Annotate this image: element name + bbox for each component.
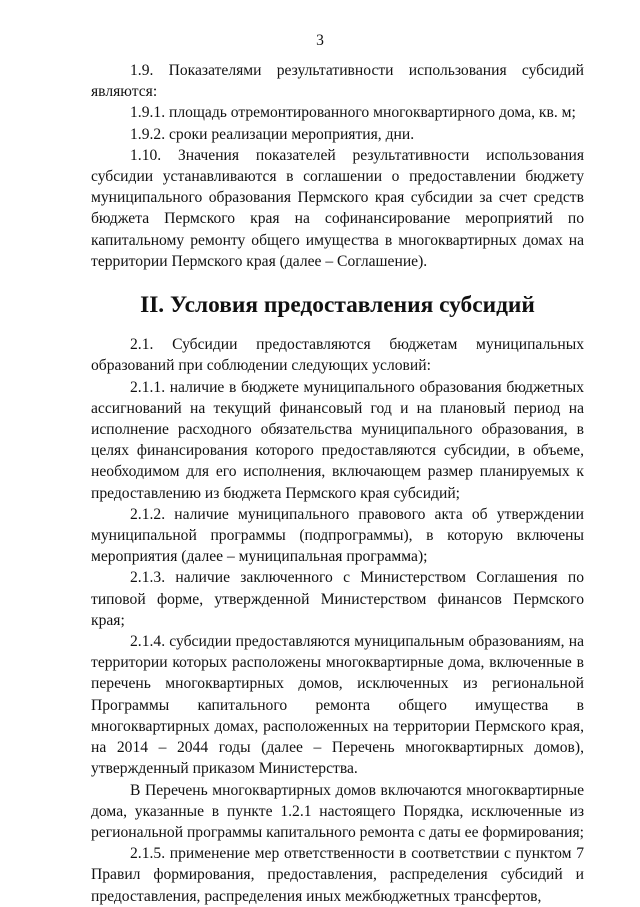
paragraph-2-1: 2.1. Субсидии предоставляются бюджетам муниципальных образований при соблюдении следующих условий:: [91, 336, 584, 375]
document-body: [91, 60, 584, 907]
page-number: 3: [316, 32, 324, 49]
paragraph-1-10: 1.10. Значения показателей результативности использования субсидии устанавливаются в соглашении о предоставлении бюджету муниципального образования Пермского края субсидии за счет средств бюджета Пермского края на софинансирование мероприятий по капитальному ремонту общего имущества в многоквартирных домах на территории Пермского края (далее – Соглашение).: [91, 146, 584, 270]
section-heading: II. Условия предоставления субсидий: [140, 292, 535, 319]
paragraph-2-1-4-continued: В Перечень многоквартирных домов включаются многоквартирные дома, указанные в пункте 1.2.1 настоящего Порядка, исключенные из региональной программы капитального ремонта с даты ее формирования;: [91, 781, 584, 841]
paragraph-2-1-2: 2.1.2. наличие муниципального правового акта об утверждении муниципальной программы (подпрограммы), в которую включены мероприятия (далее – муниципальная программа);: [91, 505, 584, 566]
paragraph-1-9: 1.9. Показателями результативности использования субсидий являются:: [91, 62, 584, 101]
paragraph-1-9-1: 1.9.1. площадь отремонтированного многоквартирного дома, кв. м;: [130, 104, 576, 122]
paragraph-2-1-5: 2.1.5. применение мер ответственности в соответствии с пунктом 7 Правил формирования, предоставления, распределения субсидий и предоставления, распределения иных межбюджетных трансфертов,: [91, 845, 584, 905]
paragraph-2-1-4: 2.1.4. субсидии предоставляются муниципальным образованиям, на территории которых расположены многоквартирные дома, включенные в перечень многоквартирных домов, исключенных из региональной Программы капитального ремонта общего имущества в многоквартирных домах, расположенных на территории Пермского края, на 2014 – 2044 годы (далее – Перечень многоквартирных домов), утвержденный приказом Министерства.: [91, 633, 584, 778]
paragraph-1-9-2: 1.9.2. сроки реализации мероприятия, дни.: [130, 125, 415, 143]
paragraph-2-1-1: 2.1.1. наличие в бюджете муниципального образования бюджетных ассигнований на текущий финансовый год и на плановый период на исполнение расходного обязательства муниципального образования, в целях финансирования которого предоставляются субсидии, в объеме, необходимом для его исполнения, включающем размер планируемых к предоставлению из бюджета Пермского края субсидий;: [91, 378, 584, 502]
paragraph-2-1-3: 2.1.3. наличие заключенного с Министерством Соглашения по типовой форме, утвержденной Министерством финансов Пермского края;: [91, 569, 584, 629]
